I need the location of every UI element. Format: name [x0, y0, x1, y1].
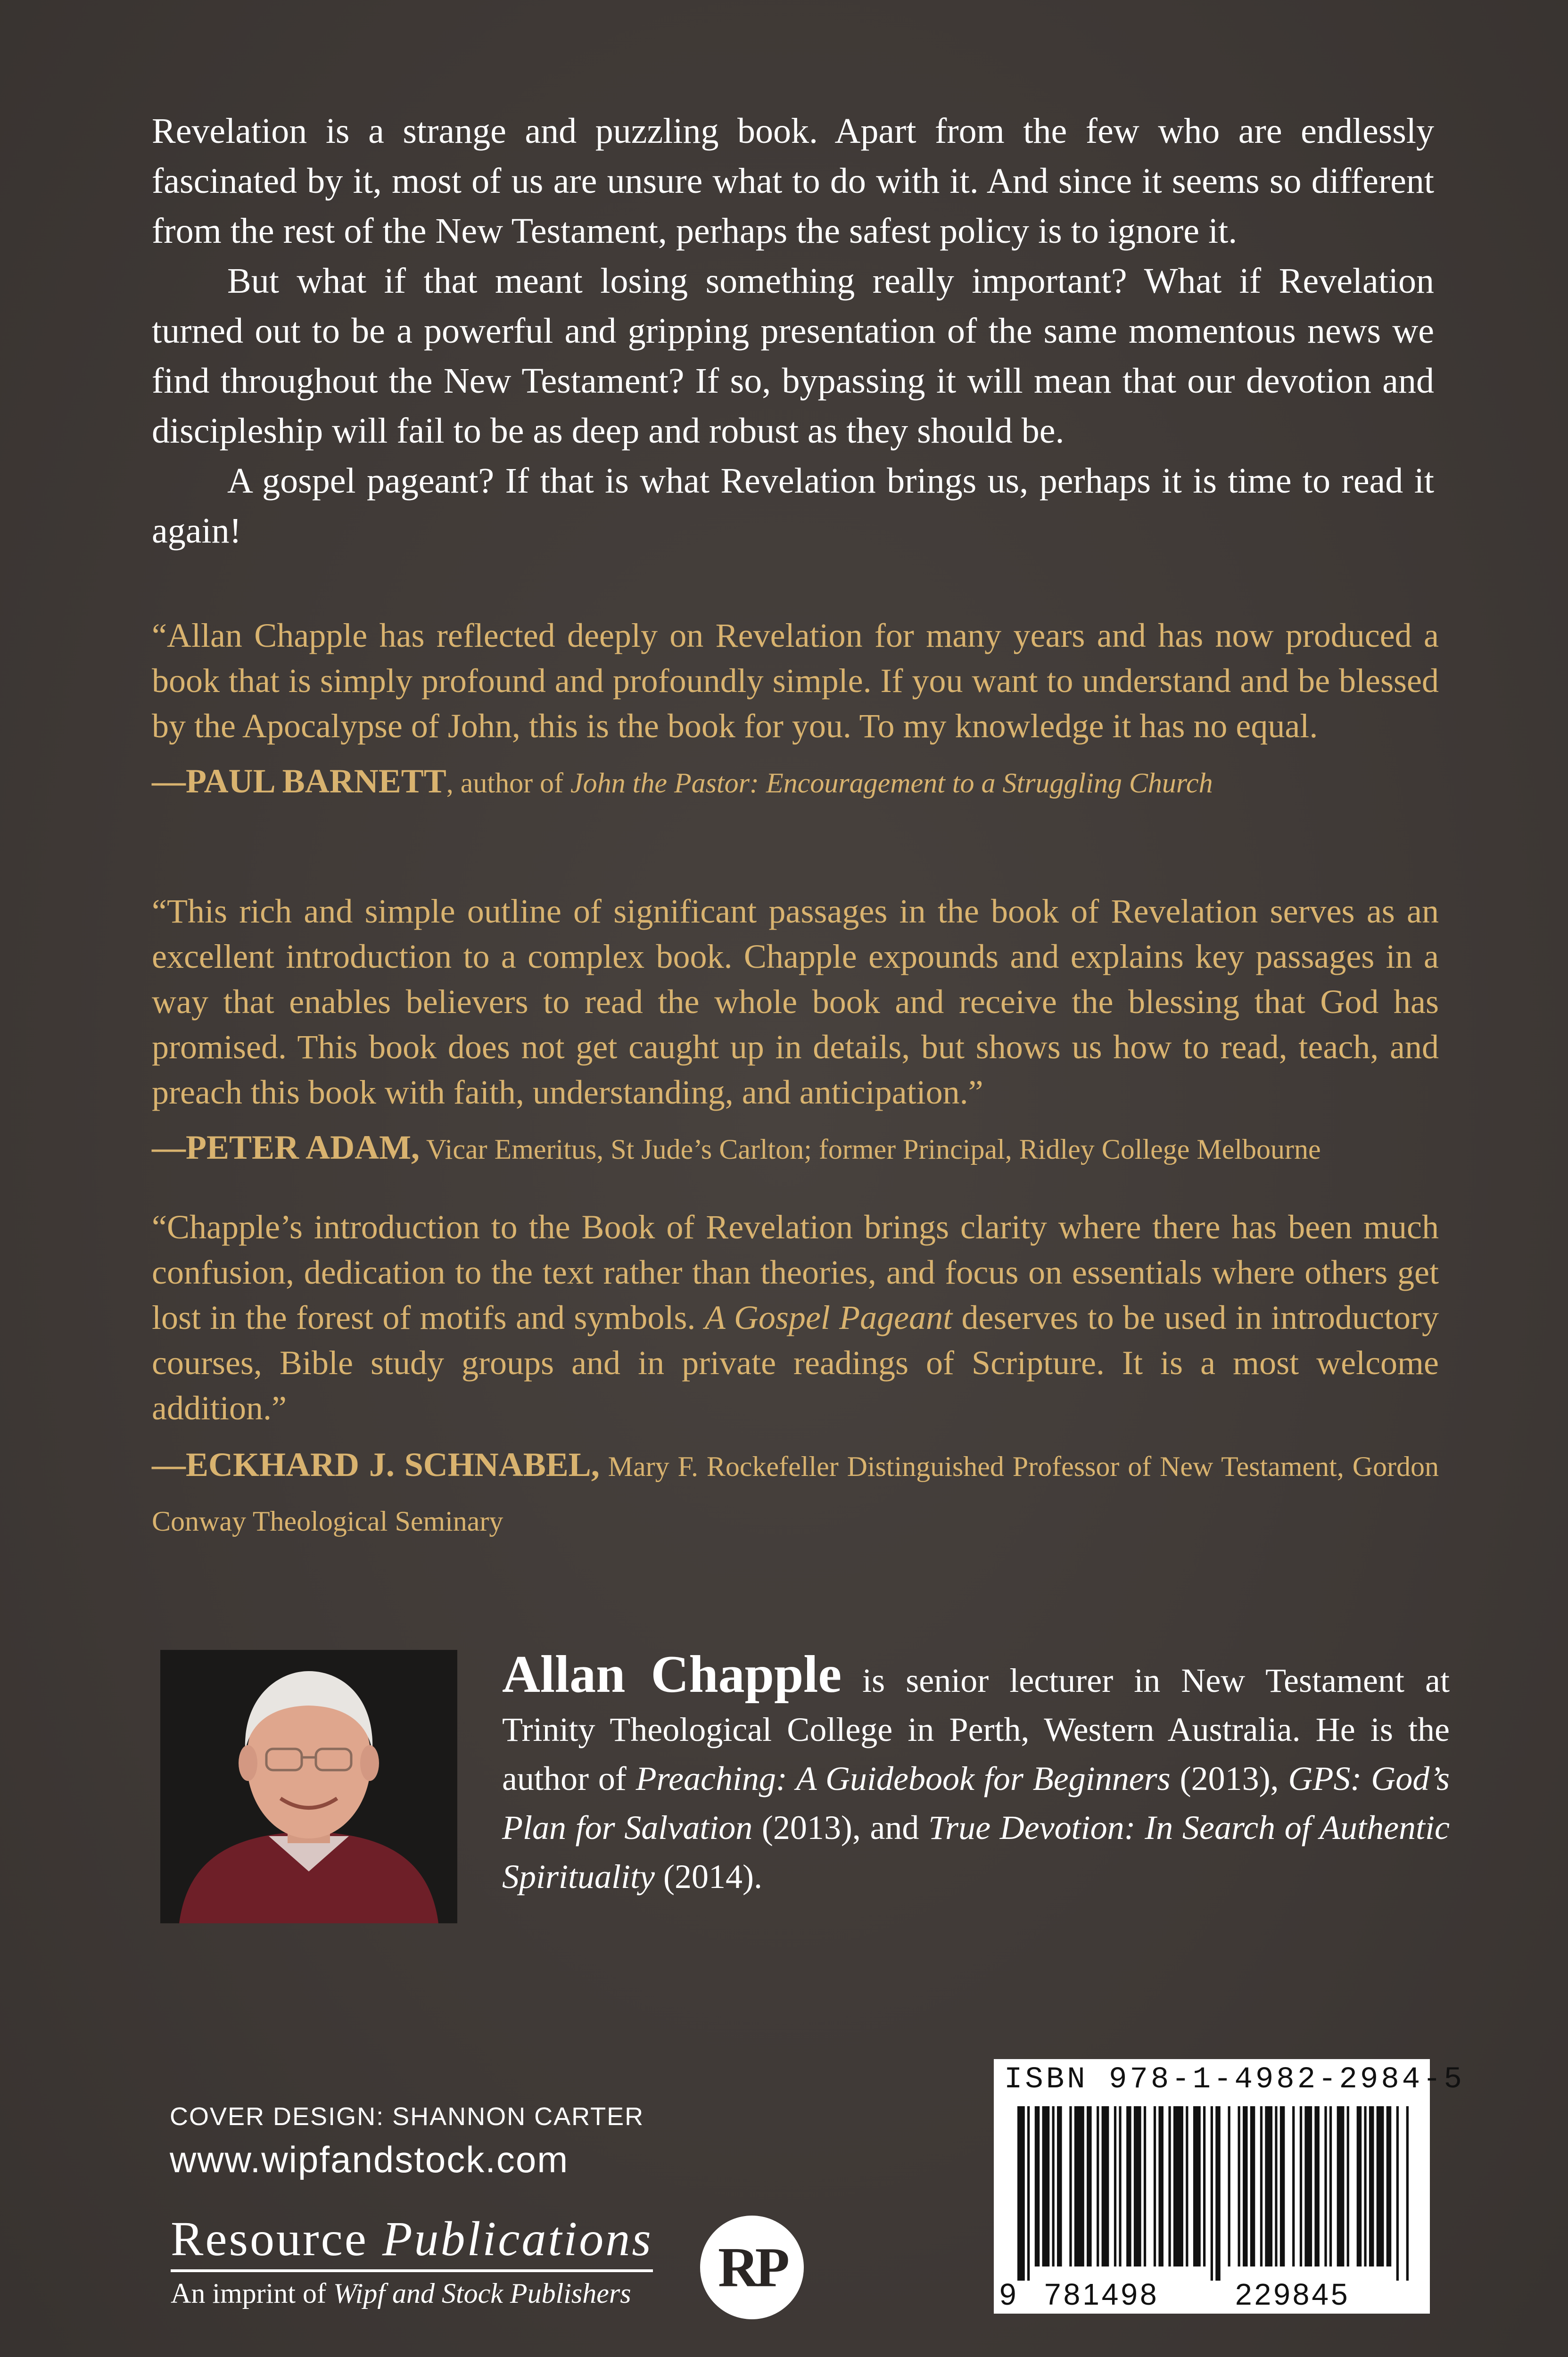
- endorser-name: ECKHARD J. SCHNABEL,: [186, 1446, 600, 1483]
- bio-year-1: (2013),: [1170, 1760, 1288, 1797]
- bio-book-3: True Devotion: In Search of Authentic Spirituality: [502, 1809, 1450, 1895]
- endorser-dash: —: [152, 1129, 186, 1166]
- imprint-publisher: Wipf and Stock Publishers: [333, 2278, 631, 2309]
- barcode-bar: [1144, 2106, 1146, 2266]
- barcode-bar: [1097, 2106, 1099, 2266]
- author-bio: [502, 1645, 1450, 1901]
- barcode-bars: [1017, 2106, 1409, 2281]
- endorsement-schnabel: [152, 1204, 1439, 1549]
- barcode-bar: [1238, 2106, 1240, 2266]
- endorsement-adam: [152, 889, 1439, 1175]
- isbn-barcode: [994, 2059, 1465, 2314]
- imprint-line: [171, 2272, 653, 2315]
- barcode-bar: [1119, 2106, 1121, 2266]
- description-paragraph-2: But what if that meant losing something really important? What if Revelation turned out to be a powerful and gripping presentation of the same momentous news we find throughout the New Testament? If so, bypassing it will mean that our devotion and discipleship will fail to be as deep and robust as they should be.: [152, 261, 1434, 451]
- barcode-bar: [1087, 2106, 1092, 2266]
- book-description: [152, 106, 1434, 556]
- barcode-bar: [1158, 2106, 1164, 2266]
- barcode-bar: [1329, 2106, 1332, 2266]
- endorsement-barnett: [152, 613, 1439, 809]
- endorsement-book-title: A Gospel Pageant: [704, 1299, 953, 1336]
- endorsement-text: “Allan Chapple has reflected deeply on Revelation for many years and has now produced a book that is simply profound and profoundly simple. If you want to understand and be blessed by the Apocalypse of John, this is the book for you. To my knowledge it has no equal.: [152, 617, 1439, 745]
- barcode-bar: [1168, 2106, 1171, 2266]
- barcode-bar: [1292, 2106, 1295, 2266]
- barcode-bar: [1057, 2106, 1062, 2266]
- barcode-bar: [1396, 2106, 1399, 2281]
- endorsement-attribution: [152, 755, 1439, 809]
- barcode-bar: [1324, 2106, 1327, 2266]
- barcode-bar: [1364, 2106, 1366, 2266]
- author-portrait-image: [160, 1650, 457, 1923]
- barcode-bar: [1337, 2106, 1345, 2266]
- barcode-bar: [1035, 2106, 1040, 2266]
- barcode-bar: [1357, 2106, 1362, 2266]
- bio-book-2: GPS: God’s Plan for Salvation: [502, 1760, 1450, 1846]
- barcode-digits-right: 229845: [1235, 2277, 1350, 2311]
- barcode-bar: [1275, 2106, 1277, 2266]
- description-paragraph-3: A gospel pageant? If that is what Revelation brings us, perhaps it is time to read it again!: [152, 461, 1434, 551]
- barcode-bar: [1186, 2106, 1188, 2266]
- barcode-bar: [1042, 2106, 1050, 2266]
- rp-logo-icon: RP: [700, 2216, 804, 2319]
- endorser-dash: —: [152, 1446, 186, 1483]
- bio-book-1: Preaching: A Guidebook for Beginners: [635, 1760, 1171, 1797]
- publisher-name-part1: Resource: [171, 2212, 382, 2266]
- barcode-bar: [1406, 2106, 1409, 2281]
- barcode-bar: [1243, 2106, 1248, 2266]
- endorsement-text-end: deserves to be used in introductory courses, Bible study groups and in private readings of Scripture. It is a most welcome addition.”: [152, 1299, 1439, 1427]
- barcode-bar: [1314, 2106, 1320, 2266]
- barcode-bar: [1260, 2106, 1263, 2266]
- barcode-digits: [999, 2277, 1426, 2310]
- endorser-desc: Mary F. Rockefeller Distinguished Professor of New Testament, Gordon Conway Theological Seminary: [152, 1451, 1439, 1537]
- endorser-desc-prefix: , author of: [446, 767, 571, 799]
- author-name: Allan Chapple: [502, 1645, 842, 1704]
- endorser-dash: —: [152, 762, 186, 800]
- bio-year-2: (2013), and: [752, 1809, 929, 1846]
- author-photo: [160, 1650, 457, 1923]
- barcode-bar: [1052, 2106, 1055, 2266]
- barcode-bar: [1300, 2106, 1302, 2266]
- barcode-bar: [1280, 2106, 1285, 2266]
- barcode-digit-first: 9: [999, 2277, 1019, 2311]
- barcode-bar: [1154, 2106, 1156, 2266]
- imprint-prefix: An imprint of: [171, 2278, 333, 2309]
- cover-design-credit: COVER DESIGN: SHANNON CARTER: [170, 2102, 644, 2131]
- barcode-bar: [1203, 2106, 1205, 2266]
- barcode-bar: [1386, 2106, 1392, 2266]
- publisher-name-part2: Publications: [382, 2212, 653, 2266]
- barcode-bar: [1134, 2106, 1141, 2266]
- cover-credits: [170, 2100, 644, 2183]
- barcode-bar: [1069, 2106, 1072, 2266]
- bio-year-3: (2014).: [655, 1858, 762, 1895]
- endorser-book-title: John the Pastor: Encouragement to a Struggling Church: [570, 767, 1213, 799]
- barcode-bar: [1377, 2106, 1384, 2266]
- barcode-bar: [1265, 2106, 1272, 2266]
- endorser-name: PAUL BARNETT: [186, 762, 446, 800]
- barcode-bar: [1369, 2106, 1374, 2266]
- barcode-bar: [1250, 2106, 1255, 2266]
- barcode-bar: [1228, 2106, 1230, 2266]
- barcode-bar: [1074, 2106, 1084, 2266]
- barcode-bar: [1193, 2106, 1201, 2266]
- publisher-website: www.wipfandstock.com: [170, 2139, 569, 2180]
- barcode-bar: [1215, 2106, 1221, 2281]
- barcode-bar: [1347, 2106, 1349, 2266]
- endorsement-text-start: “Chapple’s introduction to the Book of Revelation brings clarity where there has been much confusion, dedication to the text rather than theories, and focus on essentials where others get lost in the forest of motifs and symbols.: [152, 1208, 1439, 1336]
- barcode-bar: [1211, 2106, 1213, 2281]
- endorser-name: PETER ADAM,: [186, 1129, 420, 1166]
- barcode-digits-left: 781498: [1044, 2277, 1159, 2311]
- endorser-desc: Vicar Emeritus, St Jude’s Carlton; former Principal, Ridley College Melbourne: [420, 1134, 1321, 1165]
- barcode-bar: [1304, 2106, 1312, 2266]
- barcode-bar: [1027, 2106, 1030, 2281]
- endorsement-text: [152, 1204, 1439, 1431]
- endorsement-attribution: [152, 1121, 1439, 1175]
- barcode-bar: [1114, 2106, 1116, 2266]
- isbn-label: ISBN 978-1-4982-2984-5: [1004, 2063, 1465, 2097]
- description-paragraph-1: Revelation is a strange and puzzling book. Apart from the few who are endlessly fascinated by it, most of us are unsure what to do with it. And since it seems so different from the rest of the New Testament, perhaps the safest policy is to ignore it.: [152, 111, 1434, 251]
- barcode-bar: [1102, 2106, 1109, 2266]
- publisher-name: [171, 2211, 653, 2272]
- barcode-bar: [1017, 2106, 1025, 2281]
- publisher-imprint: [171, 2211, 653, 2315]
- bio-text-1: is senior lecturer in New Testament at Trinity Theological College in Perth, Western Australia. He is the author of: [502, 1662, 1450, 1797]
- endorsement-text: “This rich and simple outline of significant passages in the book of Revelation serves as an excellent introduction to a complex book. Chapple expounds and explains key passages in a way that enables believers to read the whole book and receive the blessing that God has promised. This book does not get caught up in details, but shows us how to read, teach, and preach this book with faith, understanding, and anticipation.”: [152, 892, 1439, 1111]
- barcode-bar: [1126, 2106, 1131, 2266]
- barcode-bar: [1173, 2106, 1183, 2266]
- endorsement-attribution: [152, 1437, 1439, 1549]
